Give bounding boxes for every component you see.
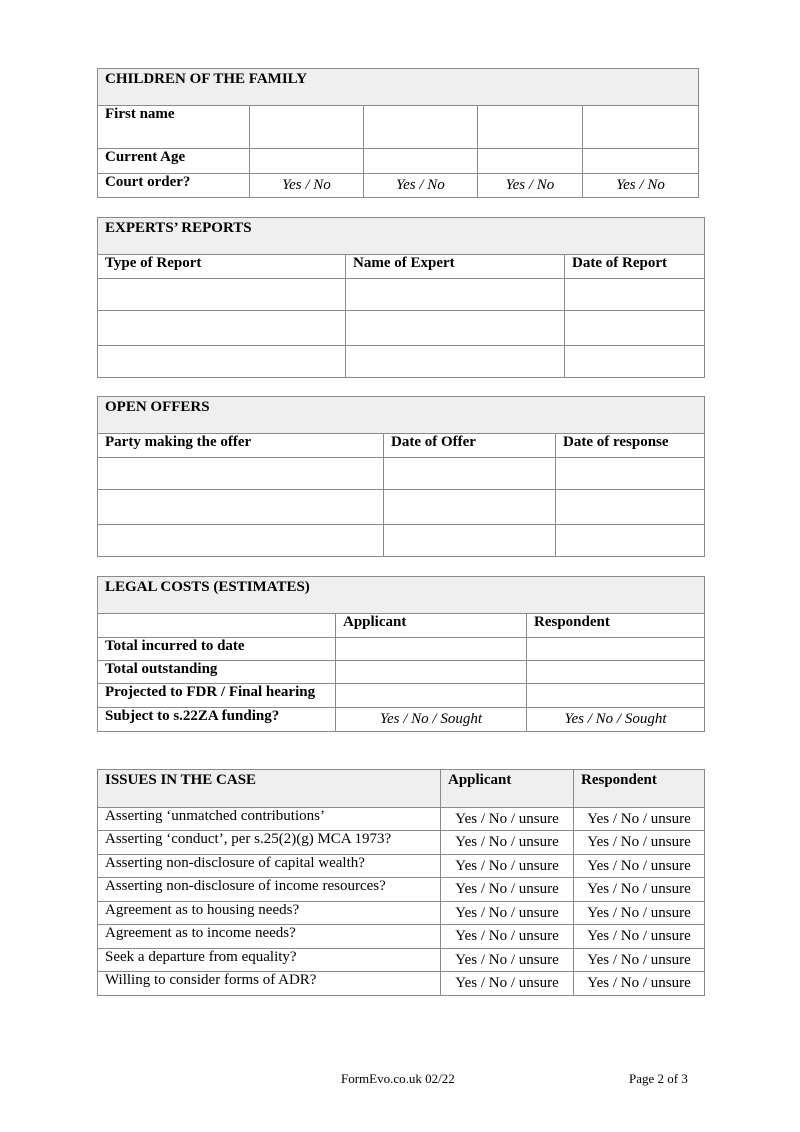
issue-label: Asserting ‘conduct’, per s.25(2)(g) MCA 1973? (98, 831, 441, 855)
children-table (97, 68, 699, 198)
issue-label: Agreement as to housing needs? (98, 902, 441, 925)
experts-title: EXPERTS’ REPORTS (98, 218, 705, 255)
issue-applicant-option[interactable]: Yes / No / unsure (441, 831, 574, 855)
issue-respondent-option[interactable]: Yes / No / unsure (574, 902, 705, 925)
issue-label: Agreement as to income needs? (98, 925, 441, 949)
experts-cell[interactable] (565, 311, 705, 346)
costs-table (97, 576, 705, 732)
court-order-option[interactable]: Yes / No (250, 174, 364, 198)
form-reference: FormEvo.co.uk 02/22 (341, 1071, 455, 1086)
costs-blank-header (98, 614, 336, 638)
experts-cell[interactable] (346, 279, 565, 311)
issue-applicant-option[interactable]: Yes / No / unsure (441, 902, 574, 925)
experts-cell[interactable] (98, 311, 346, 346)
costs-cell[interactable] (336, 684, 527, 708)
offers-cell[interactable] (556, 525, 705, 557)
funding-applicant-option[interactable]: Yes / No / Sought (336, 708, 527, 732)
costs-cell[interactable] (527, 638, 705, 661)
issues-respondent-header: Respondent (574, 770, 705, 808)
costs-row-label: Subject to s.22ZA funding? (98, 708, 336, 732)
costs-respondent-header: Respondent (527, 614, 705, 638)
court-order-option[interactable]: Yes / No (583, 174, 699, 198)
offers-cell[interactable] (98, 458, 384, 490)
issue-applicant-option[interactable]: Yes / No / unsure (441, 925, 574, 949)
first-name-cell[interactable] (478, 106, 583, 149)
experts-cell[interactable] (98, 346, 346, 378)
costs-title: LEGAL COSTS (ESTIMATES) (98, 577, 705, 614)
offers-table (97, 396, 705, 557)
issue-applicant-option[interactable]: Yes / No / unsure (441, 878, 574, 902)
costs-cell[interactable] (336, 661, 527, 684)
page-number: Page 2 of 3 (629, 1071, 688, 1086)
children-age-label: Current Age (98, 149, 250, 174)
issues-title: ISSUES IN THE CASE (98, 770, 441, 808)
first-name-cell[interactable] (583, 106, 699, 149)
experts-type-header: Type of Report (98, 255, 346, 279)
funding-respondent-option[interactable]: Yes / No / Sought (527, 708, 705, 732)
costs-cell[interactable] (527, 661, 705, 684)
issue-respondent-option[interactable]: Yes / No / unsure (574, 855, 705, 878)
issue-applicant-option[interactable]: Yes / No / unsure (441, 972, 574, 996)
first-name-cell[interactable] (250, 106, 364, 149)
experts-table (97, 217, 705, 378)
issue-applicant-option[interactable]: Yes / No / unsure (441, 855, 574, 878)
offers-cell[interactable] (98, 490, 384, 525)
offers-cell[interactable] (556, 458, 705, 490)
offers-cell[interactable] (384, 525, 556, 557)
offers-date-header: Date of Offer (384, 434, 556, 458)
issue-respondent-option[interactable]: Yes / No / unsure (574, 972, 705, 996)
costs-row-label: Total outstanding (98, 661, 336, 684)
costs-row-label: Projected to FDR / Final hearing (98, 684, 336, 708)
issue-label: Asserting ‘unmatched contributions’ (98, 808, 441, 831)
offers-cell[interactable] (384, 458, 556, 490)
costs-row-label: Total incurred to date (98, 638, 336, 661)
experts-date-header: Date of Report (565, 255, 705, 279)
children-title: CHILDREN OF THE FAMILY (98, 69, 699, 106)
offers-party-header: Party making the offer (98, 434, 384, 458)
court-order-option[interactable]: Yes / No (364, 174, 478, 198)
age-cell[interactable] (583, 149, 699, 174)
issue-label: Asserting non-disclosure of capital wealth? (98, 855, 441, 878)
issues-table (97, 769, 705, 996)
issue-respondent-option[interactable]: Yes / No / unsure (574, 808, 705, 831)
experts-name-header: Name of Expert (346, 255, 565, 279)
issue-applicant-option[interactable]: Yes / No / unsure (441, 808, 574, 831)
issue-respondent-option[interactable]: Yes / No / unsure (574, 831, 705, 855)
issue-applicant-option[interactable]: Yes / No / unsure (441, 949, 574, 972)
issues-applicant-header: Applicant (441, 770, 574, 808)
issue-label: Seek a departure from equality? (98, 949, 441, 972)
costs-cell[interactable] (527, 684, 705, 708)
experts-cell[interactable] (346, 346, 565, 378)
children-first-name-label: First name (98, 106, 250, 149)
offers-cell[interactable] (384, 490, 556, 525)
children-court-order-label: Court order? (98, 174, 250, 198)
costs-cell[interactable] (336, 638, 527, 661)
issue-label: Asserting non-disclosure of income resources? (98, 878, 441, 902)
experts-cell[interactable] (565, 346, 705, 378)
age-cell[interactable] (478, 149, 583, 174)
offers-response-header: Date of response (556, 434, 705, 458)
age-cell[interactable] (364, 149, 478, 174)
issue-respondent-option[interactable]: Yes / No / unsure (574, 878, 705, 902)
issue-respondent-option[interactable]: Yes / No / unsure (574, 925, 705, 949)
experts-cell[interactable] (98, 279, 346, 311)
experts-cell[interactable] (565, 279, 705, 311)
issue-respondent-option[interactable]: Yes / No / unsure (574, 949, 705, 972)
experts-cell[interactable] (346, 311, 565, 346)
court-order-option[interactable]: Yes / No (478, 174, 583, 198)
offers-cell[interactable] (98, 525, 384, 557)
age-cell[interactable] (250, 149, 364, 174)
costs-applicant-header: Applicant (336, 614, 527, 638)
issue-label: Willing to consider forms of ADR? (98, 972, 441, 996)
offers-cell[interactable] (556, 490, 705, 525)
first-name-cell[interactable] (364, 106, 478, 149)
offers-title: OPEN OFFERS (98, 397, 705, 434)
